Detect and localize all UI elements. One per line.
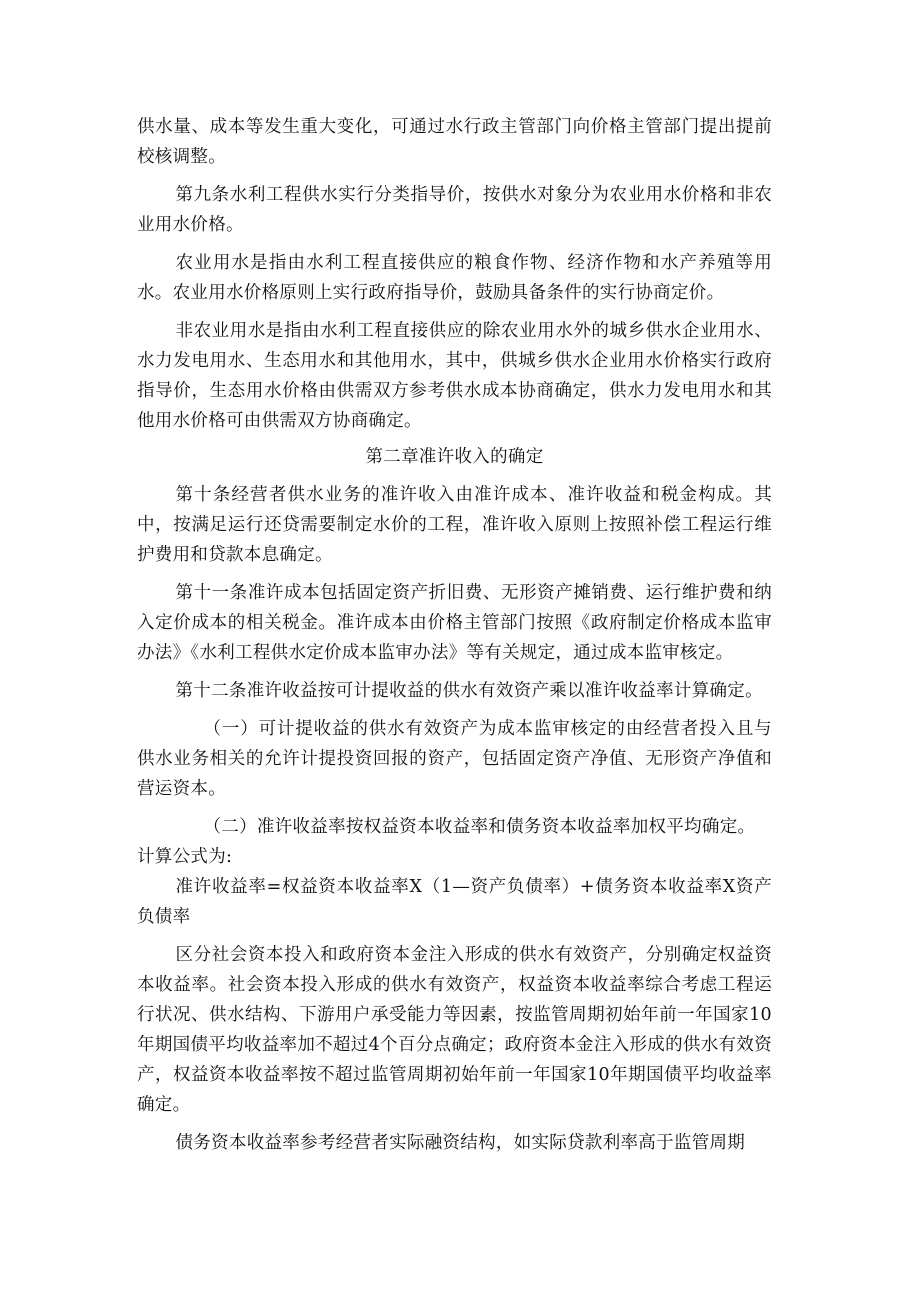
paragraph-continuation: 供水量、成本等发生重大变化，可通过水行政主管部门向价格主管部门提出提前校核调整。 bbox=[137, 117, 772, 167]
formula: 准许收益率=权益资本收益率X（1—资产负债率）+债务资本收益率X资产负债率 bbox=[137, 877, 772, 927]
clause-2: （二）准许收益率按权益资本收益率和债务资本收益率加权平均确定。 bbox=[203, 817, 756, 837]
article-9: 第九条水利工程供水实行分类指导价，按供水对象分为农业用水价格和非农业用水价格。 bbox=[137, 185, 772, 235]
chapter-heading: 第二章准许收入的确定 bbox=[365, 447, 544, 467]
equity-return-paragraph: 区分社会资本投入和政府资本金注入形成的供水有效资产，分别确定权益资本收益率。社会资本投入形成的供水有效资产，权益资本收益率综合考虑工程运行状况、供水结构、下游用户承受能力等因素，按监管周期初始年前一年国家10年期国债平均收益率加不超过4个百分点确定；政府资本金注入形成的供水有效资产，权益资本收益率按不超过监管周期初始年前一年国家10年期国债平均收益率确定。 bbox=[137, 945, 772, 1115]
article-11: 第十一条准许成本包括固定资产折旧费、无形资产摊销费、运行维护费和纳入定价成本的相关税金。准许成本由价格主管部门按照《政府制定价格成本监审办法》《水利工程供水定价成本监审办法》等有关规定，通过成本监审核定。 bbox=[137, 583, 772, 663]
article-12: 第十二条准许收益按可计提收益的供水有效资产乘以准许收益率计算确定。 bbox=[175, 681, 763, 701]
formula-intro: 计算公式为: bbox=[137, 847, 233, 867]
agricultural-water-paragraph: 农业用水是指由水利工程直接供应的粮食作物、经济作物和水产养殖等用水。农业用水价格原则上实行政府指导价，鼓励具备条件的实行协商定价。 bbox=[137, 253, 772, 303]
clause-1: （一）可计提收益的供水有效资产为成本监审核定的由经营者投入且与供水业务相关的允许计提投资回报的资产，包括固定资产净值、无形资产净值和营运资本。 bbox=[137, 719, 772, 799]
non-agricultural-water-paragraph: 非农业用水是指由水利工程直接供应的除农业用水外的城乡供水企业用水、水力发电用水、生态用水和其他用水，其中，供城乡供水企业用水价格实行政府指导价，生态用水价格由供需双方参考供水成本协商确定，供水力发电用水和其他用水价格可由供需双方协商确定。 bbox=[137, 321, 772, 431]
debt-return-paragraph: 债务资本收益率参考经营者实际融资结构，如实际贷款利率高于监管周期 bbox=[175, 1133, 746, 1153]
article-10: 第十条经营者供水业务的准许收入由准许成本、准许收益和税金构成。其中，按满足运行还贷需要制定水价的工程，准许收入原则上按照补偿工程运行维护费用和贷款本息确定。 bbox=[137, 485, 772, 565]
